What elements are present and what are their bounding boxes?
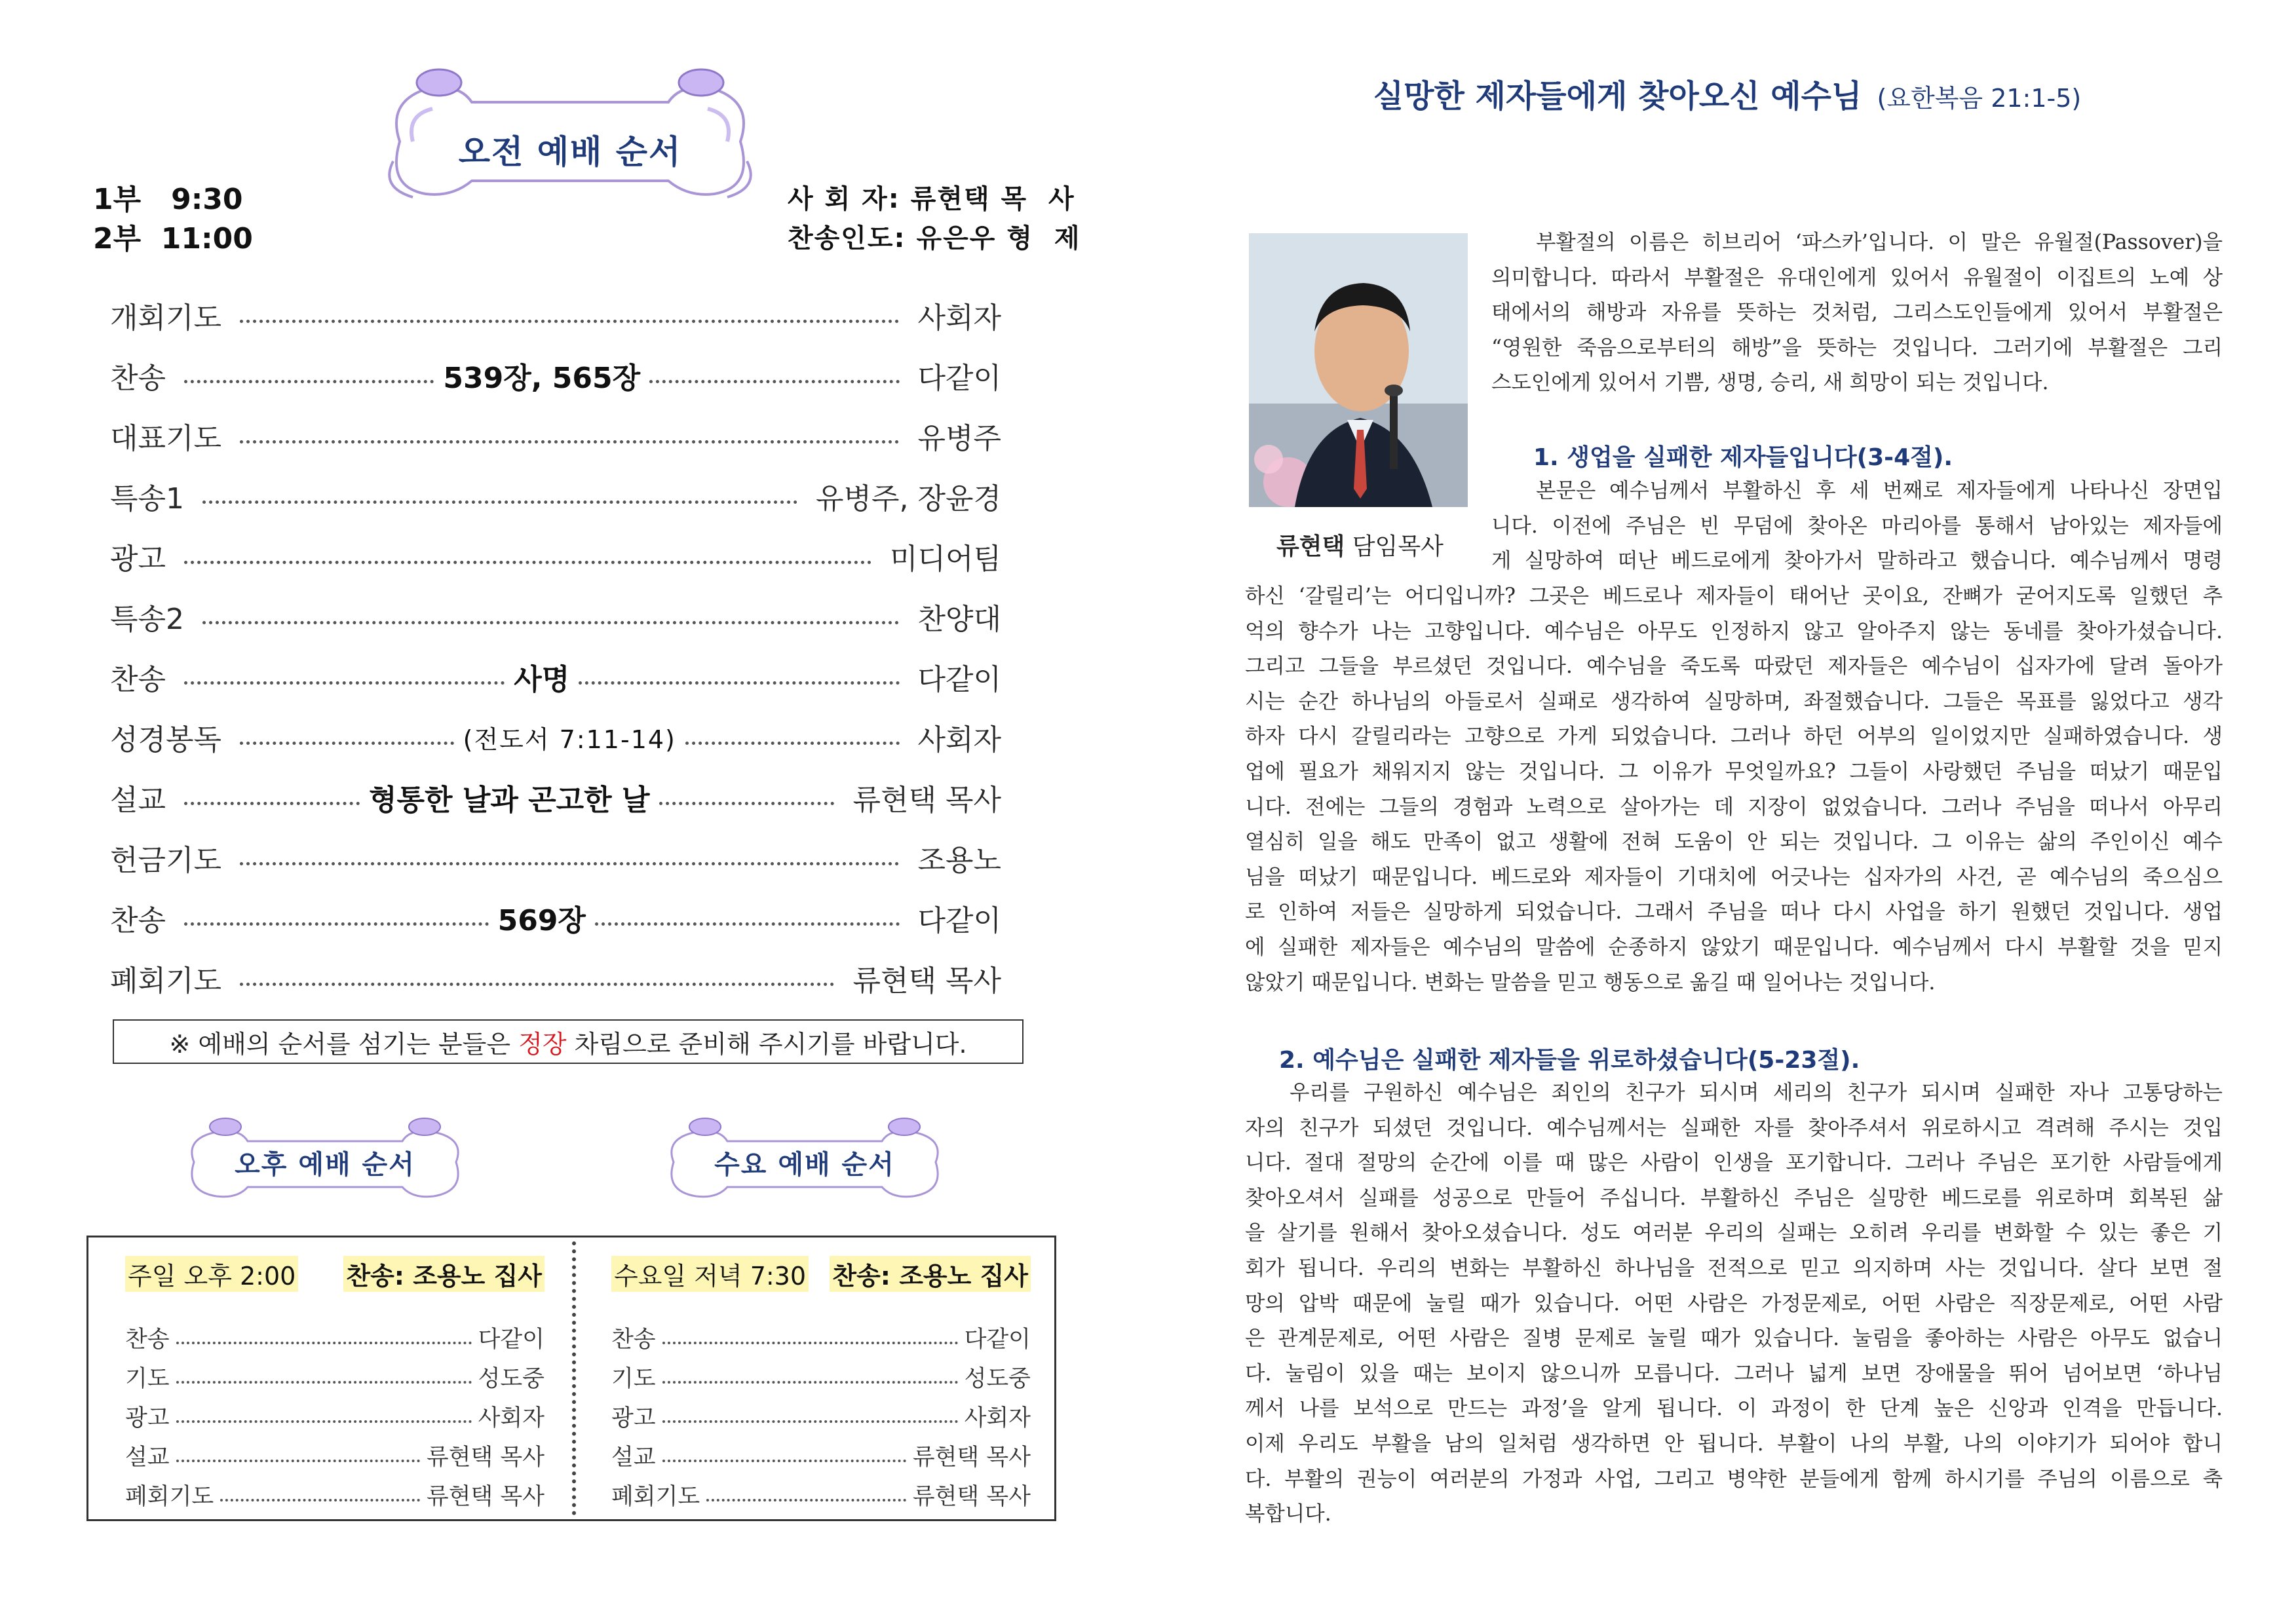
order-row: [110, 774, 1001, 820]
leader-dots: [662, 1460, 906, 1462]
order-row: [110, 594, 1001, 639]
order-person: 유병주, 장윤경: [816, 482, 1001, 516]
order-item: 성경봉독: [110, 723, 222, 757]
pastor-name: 류현택: [1276, 533, 1345, 560]
order-detail: 539장, 565장: [443, 362, 641, 395]
pm-item: 기도: [611, 1366, 656, 1392]
wednesday-leader: 찬송: 조용노 집사: [830, 1256, 1031, 1292]
pm-person: 다같이: [478, 1327, 545, 1353]
text-line: 찾아오셔서 실패를 성공으로 만들어 주십니다. 부활하신 주님은 실망한 베드로를 위로하며 회복된 삶: [1245, 1186, 2223, 1210]
order-person: 사회자: [917, 723, 1002, 757]
order-row: [110, 835, 1001, 880]
pm-row: [611, 1476, 1031, 1514]
pm-person: 류현택 목사: [426, 1484, 545, 1510]
wednesday-time: 수요일 저녁 7:30: [611, 1256, 809, 1292]
text-line: 에 실패한 제자들은 예수님의 말씀에 순종하지 않았기 때문입니다. 예수님께서 다시 부활할 것을 믿지: [1245, 935, 2223, 959]
order-row: [110, 292, 1001, 338]
afternoon-time: 주일 오후 2:00: [125, 1256, 298, 1292]
leader-dots: [202, 500, 797, 504]
leader-dots: [176, 1381, 472, 1384]
leader-dots: [659, 802, 835, 805]
presider: 사 회 자: 류현택 목 사: [788, 184, 1075, 214]
order-person: 다같이: [917, 663, 1002, 696]
text-line: 태에서의 해방과 자유를 뜻하는 것처럼, 그리스도인들에게 있어서 부활절은: [1491, 301, 2223, 325]
order-person: 유병주: [917, 422, 1001, 455]
text-line: 않았기 때문입니다. 변화는 말씀을 믿고 행동으로 옮길 때 일어나는 것입니다.: [1245, 970, 1936, 994]
intro-paragraph: [1491, 225, 2223, 401]
pm-item: 광고: [611, 1405, 656, 1431]
leader-dots: [240, 440, 899, 444]
column-divider: [572, 1241, 576, 1515]
order-item: 특송2: [110, 603, 185, 636]
service1-time: 1부 9:30: [93, 183, 243, 216]
pm-row: [611, 1319, 1031, 1357]
order-row: [110, 413, 1001, 459]
leader-dots: [184, 681, 505, 685]
text-line: 게 실망하여 떠난 베드로에게 찾아가서 말하라고 했습니다. 예수님께서 명령: [1491, 549, 2223, 573]
leader-dots: [649, 380, 899, 383]
order-row: [110, 895, 1001, 941]
order-person: 다같이: [917, 904, 1002, 937]
pastor-photo: [1249, 233, 1468, 507]
order-item: 특송1: [110, 482, 185, 516]
text-line: 니다. 절대 절망의 순간에 이를 때 많은 사람이 인생을 포기합니다. 그러나 주님은 포기한 사람들에게: [1245, 1151, 2223, 1175]
afternoon-leader: 찬송: 조용노 집사: [343, 1256, 545, 1292]
section1-paragraph: [1245, 579, 2223, 1000]
pm-row: [125, 1437, 545, 1475]
order-person: 다같이: [917, 362, 1002, 395]
text-line: 그리고 그들을 부르셨던 것입니다. 예수님을 죽도록 따랐던 제자들은 예수님이 십자가에 달려 돌아가: [1245, 654, 2223, 679]
text-line: 억의 향수가 나는 고향입니다. 예수님은 아무도 인정하지 않고 알아주지 않는 동네를 찾아가셨습니다.: [1245, 619, 2223, 643]
order-detail: 사명: [514, 663, 570, 696]
leader-dots: [220, 1499, 420, 1501]
order-item: 헌금기도: [110, 844, 222, 877]
order-item: 설교: [110, 784, 166, 817]
text-line: 니다. 이전에 주님은 빈 무덤에 찾아온 마리아를 통해서 남아있는 제자들에: [1491, 514, 2223, 538]
wednesday-header: [611, 1255, 1031, 1293]
order-row: [110, 654, 1001, 700]
leader-dots: [240, 742, 454, 745]
pm-item: 찬송: [125, 1327, 170, 1353]
leader-dots: [176, 1460, 420, 1462]
text-line: 회가 됩니다. 우리의 변화는 부활하신 하나님을 전적으로 믿고 의지하며 사는 것입니다. 살다 보면 절: [1245, 1256, 2223, 1280]
text-line: 시는 순간 하나님의 아들로서 실패로 생각하여 실망하며, 좌절했습니다. 그들은 목표를 잃었다고 생각: [1245, 689, 2223, 713]
text-line: 업에 필요가 채워지지 않는 것입니다. 그 이유가 무엇일까요? 그들이 사랑했던 주님을 떠났기 때문입: [1245, 759, 2223, 784]
morning-banner-title: 오전 예배 순서: [458, 133, 682, 171]
order-item: 광고: [110, 542, 166, 576]
text-line: 자의 친구가 되셨던 것입니다. 예수님께서는 실패한 자를 찾아주셔서 위로하시고 격려해 주시는 것입: [1245, 1116, 2223, 1140]
leader-dots: [706, 1499, 906, 1501]
text-line: “영원한 죽음으로부터의 해방”을 뜻하는 것입니다. 그러기에 부활절은 그리: [1491, 335, 2223, 360]
leader-dots: [202, 621, 899, 624]
order-row: [110, 533, 1001, 579]
pm-item: 광고: [125, 1405, 170, 1431]
leader-dots: [240, 862, 899, 865]
pm-row: [125, 1358, 545, 1396]
pm-row: [611, 1397, 1031, 1435]
text-line: 복합니다.: [1245, 1502, 1331, 1526]
pm-row: [611, 1358, 1031, 1396]
notice-text-end: 차림으로 준비해 주시기를 바랍니다.: [566, 1029, 967, 1059]
pm-person: 류현택 목사: [912, 1445, 1031, 1471]
text-line: 을 살기를 원해서 찾아오셨습니다. 성도 여러분 우리의 실패는 오히려 우리를 변화할 수 있는 좋은 기: [1245, 1221, 2223, 1245]
order-detail: (전도서 7:11-14): [463, 725, 676, 754]
pm-row: [125, 1397, 545, 1435]
text-line: 열심히 일을 해도 만족이 없고 생활에 전혀 도움이 안 되는 것입니다. 그 이유는 삶의 주인이신 예수: [1245, 830, 2223, 854]
pastor-caption: [1276, 528, 1444, 561]
text-line: 님을 떠났기 때문입니다. 베드로와 제자들이 기대치에 어긋나는 십자가의 사건, 곧 예수님의 죽으심으: [1245, 865, 2223, 889]
text-line: 의미합니다. 따라서 부활절은 유대인에게 있어서 유월절이 이집트의 노예 상: [1491, 265, 2223, 290]
pm-person: 성도중: [478, 1366, 545, 1392]
order-person: 조용노: [917, 844, 1001, 877]
order-person: 미디어팀: [889, 542, 1001, 576]
text-line: 은 관계문제로, 어떤 사람은 질병 문제로 눌릴 때가 있습니다. 눌림을 좋아하는 사람은 아무도 없습니: [1245, 1327, 2223, 1351]
leader-dots: [184, 922, 489, 926]
order-detail: 569장: [497, 904, 586, 937]
text-line: 로 인하여 저들은 실망하게 되었습니다. 그래서 주님을 떠나 다시 사업을 하기 원했던 것입니다. 생업: [1245, 900, 2223, 924]
order-item: 개회기도: [110, 301, 222, 335]
dress-code-notice: [113, 1019, 1024, 1064]
leader-dots: [240, 320, 899, 323]
section1-paragraph-top: [1491, 474, 2223, 579]
pm-person: 사회자: [478, 1405, 545, 1431]
afternoon-header: [125, 1255, 545, 1293]
pm-person: 사회자: [964, 1405, 1031, 1431]
notice-text: ※ 예배의 순서를 섬기는 분들은: [169, 1029, 519, 1059]
leader-dots: [240, 983, 834, 986]
wednesday-banner-title: 수요 예배 순서: [714, 1150, 895, 1180]
order-row: [110, 714, 1001, 760]
order-item: 대표기도: [110, 422, 222, 455]
pm-person: 다같이: [964, 1327, 1031, 1353]
order-row: [110, 473, 1001, 519]
pm-item: 폐회기도: [125, 1484, 214, 1510]
text-line: 니다. 전에는 그들의 경험과 노력으로 살아가는 데 지장이 없었습니다. 그러나 주님을 떠나서 아무리: [1245, 795, 2223, 819]
text-line: 다. 눌림이 있을 때는 보이지 않으니까 모릅니다. 그러나 넓게 보면 장애물을 뛰어 넘어보면 ‘하나님: [1245, 1361, 2223, 1386]
notice-highlight: 정장: [518, 1029, 567, 1059]
pastor-portrait-icon: [1249, 233, 1468, 507]
leader-dots: [662, 1342, 958, 1344]
pm-item: 설교: [611, 1445, 656, 1471]
section2-heading: 2. 예수님은 실패한 제자들을 위로하셨습니다(5-23절).: [1279, 1047, 1860, 1074]
pastor-role: 담임목사: [1352, 533, 1444, 560]
sermon-title-line: [1242, 71, 2212, 116]
leader-dots: [184, 561, 871, 564]
pm-person: 류현택 목사: [426, 1445, 545, 1471]
pm-row: [125, 1476, 545, 1514]
leader-dots: [176, 1420, 472, 1423]
text-line: 스도인에게 있어서 기쁨, 생명, 승리, 새 희망이 되는 것입니다.: [1491, 371, 2049, 395]
order-person: 류현택 목사: [852, 784, 1001, 817]
pm-row: [125, 1319, 545, 1357]
text-line: 하신 ‘갈릴리’는 어디입니까? 그곳은 베드로나 제자들이 태어난 곳이요, 잔뼈가 굳어지도록 일했던 추: [1245, 584, 2223, 608]
leader-dots: [662, 1420, 958, 1423]
order-row: [110, 955, 1001, 1001]
afternoon-banner: [174, 1115, 476, 1205]
afternoon-wednesday-box: [86, 1236, 1056, 1521]
text-line: 다. 부활의 권능이 여러분의 가정과 사업, 그리고 병약한 분들에게 함께 하시기를 주님의 이름으로 축: [1245, 1467, 2223, 1491]
order-item: 폐회기도: [110, 964, 222, 998]
order-person: 찬양대: [917, 603, 1001, 636]
order-detail: 형통한 날과 곤고한 날: [369, 784, 650, 817]
leader-dots: [176, 1342, 472, 1344]
order-item: 찬송: [110, 362, 166, 395]
pm-item: 찬송: [611, 1327, 656, 1353]
text-line: 하자 다시 갈릴리라는 고향으로 가게 되었습니다. 그러나 하던 어부의 일이었지만 실패하였습니다. 생: [1245, 725, 2223, 749]
text-line: 이제 우리도 부활을 남의 일처럼 생각하면 안 됩니다. 부활이 나의 부활, 나의 이야기가 되어야 합니: [1245, 1431, 2223, 1456]
sermon-title: 실망한 제자들에게 찾아오신 예수님: [1373, 78, 1862, 115]
text-line: 본문은 예수님께서 부활하신 후 세 번째로 제자들에게 나타나신 장면입: [1536, 479, 2223, 502]
text-line: 부활절의 이름은 히브리어 ‘파스카’입니다. 이 말은 유월절(Passover)을: [1536, 231, 2223, 254]
leader-dots: [595, 922, 900, 926]
order-row: [110, 352, 1001, 398]
wednesday-banner: [654, 1115, 955, 1205]
leader-dots: [662, 1381, 958, 1384]
order-person: 류현택 목사: [852, 964, 1001, 998]
pm-item: 기도: [125, 1366, 170, 1392]
text-line: 망의 압박 때문에 눌릴 때가 있습니다. 어떤 사람은 가정문제로, 어떤 사람은 직장문제로, 어떤 사람: [1245, 1291, 2223, 1315]
text-line: 우리를 구원하신 예수님은 죄인의 친구가 되시며 세리의 친구가 되시며 실패한 자나 고통당하는: [1290, 1081, 2223, 1105]
order-person: 사회자: [917, 301, 1001, 335]
leader-dots: [184, 380, 434, 383]
pm-item: 설교: [125, 1445, 170, 1471]
afternoon-banner-title: 오후 예배 순서: [235, 1150, 415, 1180]
service2-time: 2부 11:00: [93, 222, 253, 255]
pm-row: [611, 1437, 1031, 1475]
order-item: 찬송: [110, 904, 166, 937]
pm-item: 폐회기도: [611, 1484, 700, 1510]
section2-paragraph: [1245, 1076, 2223, 1532]
leader-dots: [685, 742, 900, 745]
choir-leader: 찬송인도: 유은우 형 제: [788, 223, 1081, 254]
pm-person: 성도중: [964, 1366, 1031, 1392]
text-line: 께서 나를 보석으로 만드는 과정’을 알게 됩니다. 이 과정이 한 단계 높은 신앙과 인격을 만듭니다.: [1245, 1397, 2223, 1421]
leader-dots: [579, 681, 899, 685]
order-item: 찬송: [110, 663, 166, 696]
section1-heading: 1. 생업을 실패한 제자들입니다(3-4절).: [1533, 444, 1953, 471]
pm-person: 류현택 목사: [912, 1484, 1031, 1510]
morning-banner: [373, 63, 767, 207]
sermon-reference: (요한복음 21:1-5): [1877, 84, 2082, 113]
leader-dots: [184, 802, 360, 805]
